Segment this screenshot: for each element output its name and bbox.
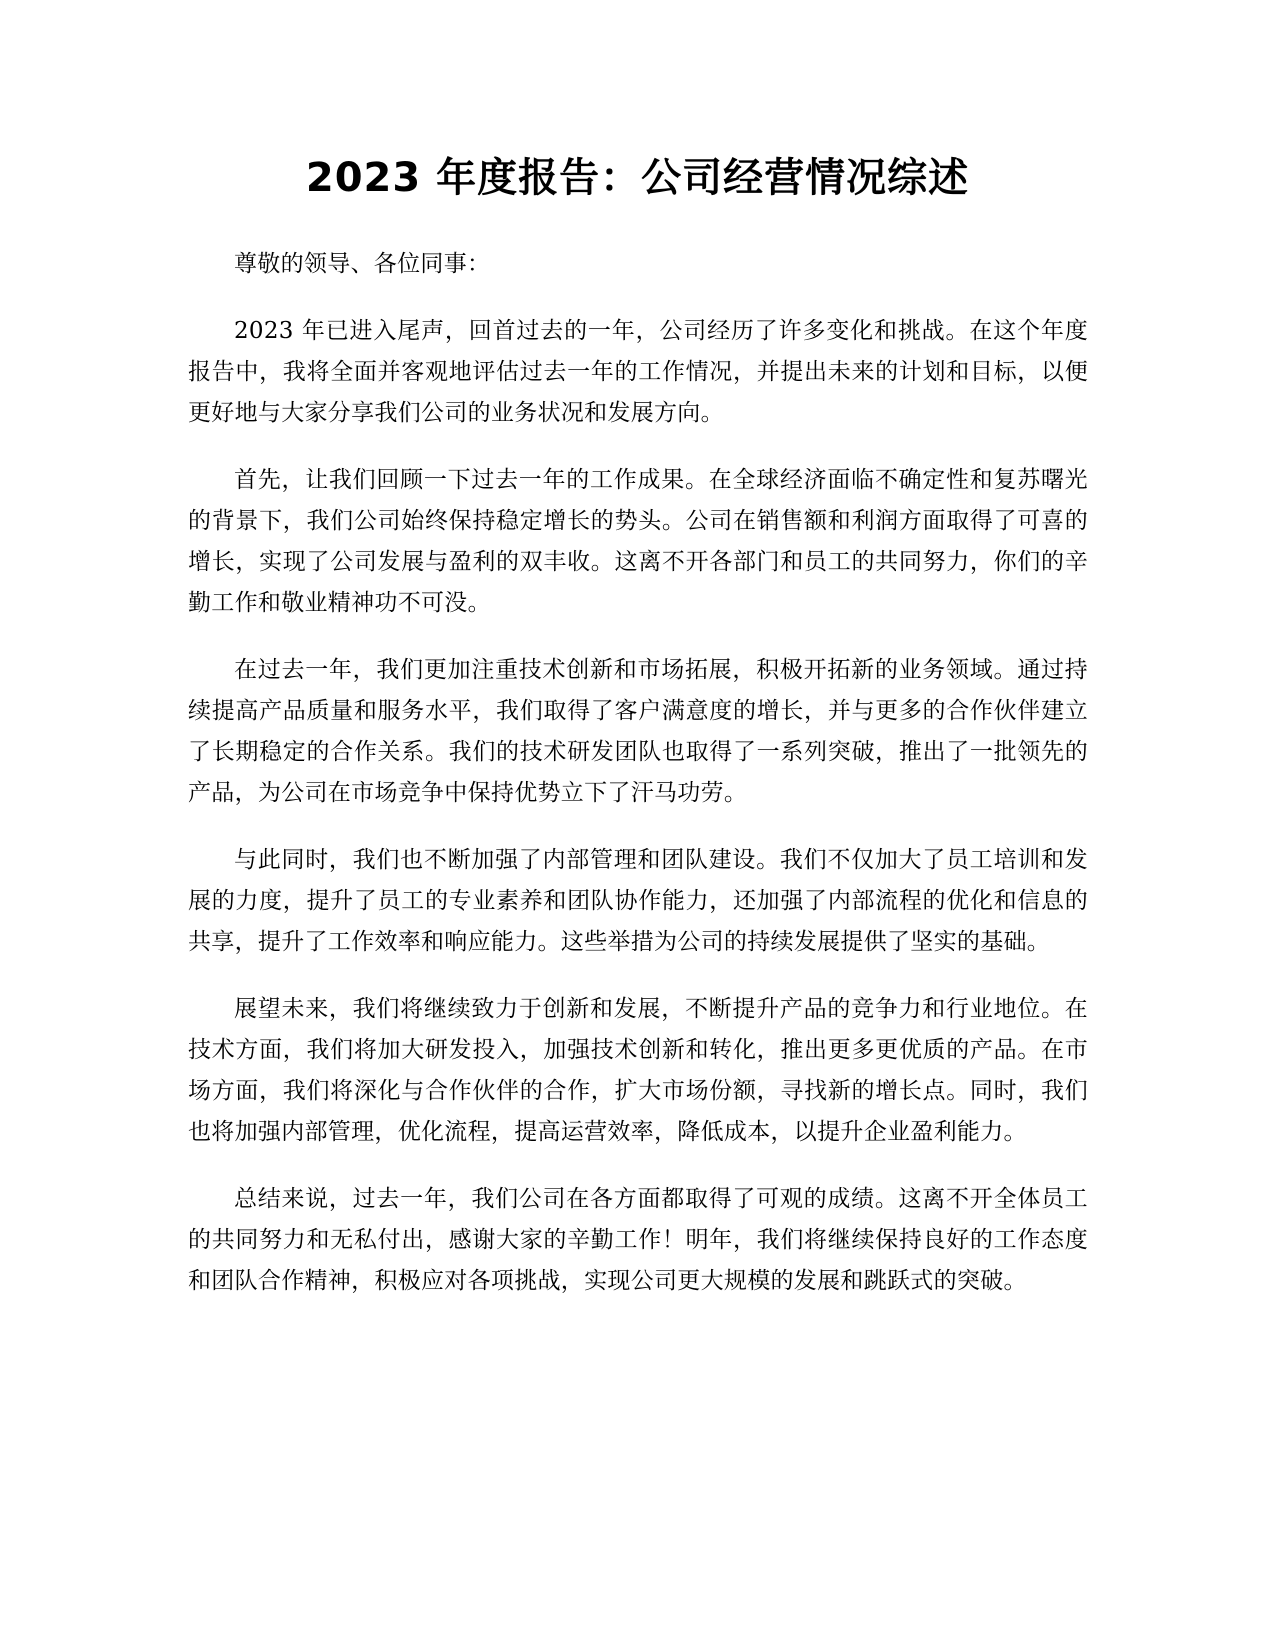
management-paragraph: 与此同时，我们也不断加强了内部管理和团队建设。我们不仅加大了员工培训和发展的力度，提升了员工的专业素养和团队协作能力，还加强了内部流程的优化和信息的共享，提升了工作效率和响应能力。这些举措为公司的持续发展提供了坚实的基础。 (188, 847, 1088, 955)
achievements-paragraph: 首先，让我们回顾一下过去一年的工作成果。在全球经济面临不确定性和复苏曙光的背景下，我们公司始终保持稳定增长的势头。公司在销售额和利润方面取得了可喜的增长，实现了公司发展与盈利的双丰收。这离不开各部门和员工的共同努力，你们的辛勤工作和敬业精神功不可没。 (188, 467, 1088, 616)
outlook-paragraph: 展望未来，我们将继续致力于创新和发展，不断提升产品的竞争力和行业地位。在技术方面，我们将加大研发投入，加强技术创新和转化，推出更多更优质的产品。在市场方面，我们将深化与合作伙伴的合作，扩大市场份额，寻找新的增长点。同时，我们也将加强内部管理，优化流程，提高运营效率，降低成本，以提升企业盈利能力。 (188, 996, 1088, 1145)
innovation-paragraph: 在过去一年，我们更加注重技术创新和市场拓展，积极开拓新的业务领域。通过持续提高产品质量和服务水平，我们取得了客户满意度的增长，并与更多的合作伙伴建立了长期稳定的合作关系。我们的技术研发团队也取得了一系列突破，推出了一批领先的产品，为公司在市场竞争中保持优势立下了汗马功劳。 (188, 657, 1088, 806)
conclusion-paragraph: 总结来说，过去一年，我们公司在各方面都取得了可观的成绩。这离不开全体员工的共同努力和无私付出，感谢大家的辛勤工作！明年，我们将继续保持良好的工作态度和团队合作精神，积极应对各项挑战，实现公司更大规模的发展和跳跃式的突破。 (188, 1186, 1088, 1294)
intro-paragraph: 2023 年已进入尾声，回首过去的一年，公司经历了许多变化和挑战。在这个年度报告中，我将全面并客观地评估过去一年的工作情况，并提出未来的计划和目标，以便更好地与大家分享我们公司的业务状况和发展方向。 (188, 318, 1088, 426)
document-title: 2023 年度报告：公司经营情况综述 (305, 155, 970, 201)
document-body (188, 244, 1088, 1328)
salutation-paragraph: 尊敬的领导、各位同事： (234, 251, 491, 277)
